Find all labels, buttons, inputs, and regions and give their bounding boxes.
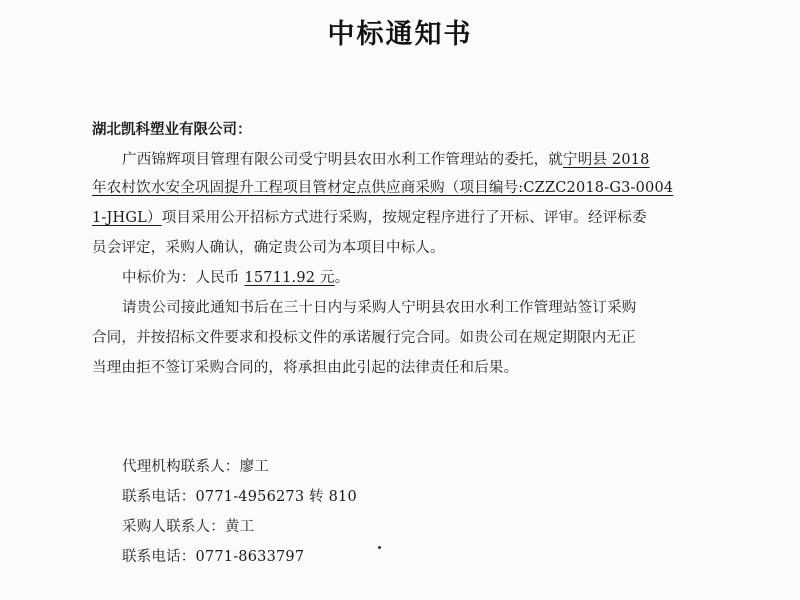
paragraph1-line1 <box>122 148 650 169</box>
paragraph2-line1: 请贵公司接此通知书后在三十日内与采购人宁明县农田水利工作管理站签订采购 <box>122 300 637 316</box>
project-name-part1: 宁明县 2018 <box>563 152 650 168</box>
agency-contact: 代理机构联系人：廖工 <box>122 459 269 475</box>
recipient-name: 湖北凯科塑业有限公司： <box>92 122 252 138</box>
bid-price-line <box>122 266 349 287</box>
agency-phone: 联系电话：0771-4956273 转 810 <box>122 489 357 505</box>
paragraph1-line1-text: 广西锦辉项目管理有限公司受宁明县农田水利工作管理站的委托，就 <box>122 152 563 168</box>
paragraph1-line3 <box>92 206 647 227</box>
buyer-contact: 采购人联系人：黄工 <box>122 519 255 535</box>
bid-price-value: 15711.92 元 <box>244 270 335 286</box>
document-title: 中标通知书 <box>327 19 473 50</box>
paragraph2-line2: 合同，并按招标文件要求和投标文件的承诺履行完合同。如贵公司在规定期限内无正 <box>92 330 636 346</box>
bid-price-label: 中标价为：人民币 <box>122 270 245 286</box>
paragraph2-line3: 当理由拒不签订采购合同的，将承担由此引起的法律责任和后果。 <box>92 360 519 376</box>
project-name-part2: 年农村饮水安全巩固提升工程项目管材定点供应商采购（项目编号:CZZC2018-G3-0004 <box>92 180 674 196</box>
paragraph1-line3-text: 项目采用公开招标方式进行采购，按规定程序进行了开标、评审。经评标委 <box>161 210 647 226</box>
buyer-phone: 联系电话：0771-8633797 <box>122 549 305 565</box>
bid-price-end: 。 <box>334 270 350 286</box>
paragraph1-line2 <box>92 176 673 197</box>
project-number-end: 1-JHGL） <box>92 210 162 226</box>
scan-speck <box>378 546 381 549</box>
paragraph1-line4: 员会评定，采购人确认，确定贵公司为本项目中标人。 <box>92 240 445 256</box>
